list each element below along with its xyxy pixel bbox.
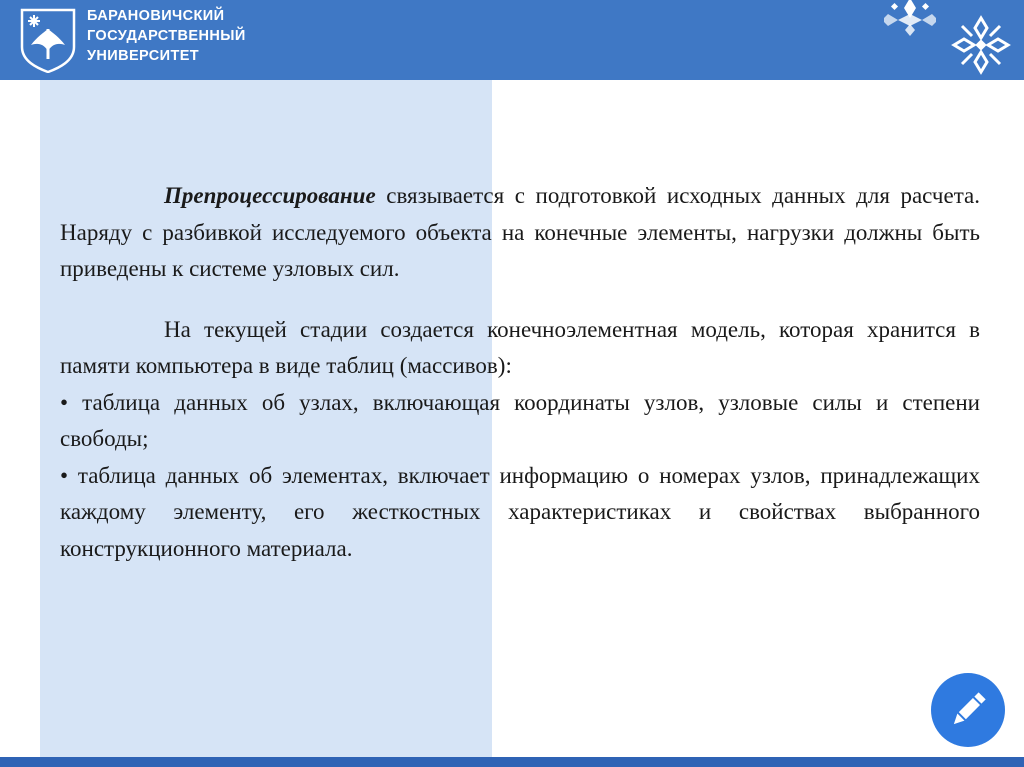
university-name-line-1: БАРАНОВИЧСКИЙ [87, 8, 225, 24]
term-preprocessing: Препроцессирование [164, 183, 376, 208]
snowflake-ornament-icon [950, 14, 1012, 76]
header-bar [0, 0, 1024, 80]
bullet-nodes: • таблица данных об узлах, включающая координаты узлов, узловые силы и степени свободы; [60, 389, 980, 451]
paragraph-model-intro [60, 312, 980, 385]
university-emblem-icon [19, 7, 77, 73]
paragraph-model-intro-text: На текущей стадии создается конечноэлементная модель, которая хранится в памяти компьютера в виде таблиц (массивов): [60, 316, 980, 378]
paragraph-preprocessing-text: связывается с подготовкой исходных данных для расчета. Наряду с разбивкой исследуемого объекта на конечные элементы, нагрузки должны быть приведены к системе узловых сил. [60, 183, 980, 281]
slide-content [60, 178, 980, 567]
bullet-elements: • таблица данных об элементах, включает информацию о номерах узлов, принадлежащих каждому элементу, его жесткостных характеристиках и свойствах выбранного конструкционного материала. [60, 462, 980, 561]
university-name-line-3: УНИВЕРСИТЕТ [87, 48, 200, 64]
footer-bar [0, 757, 1024, 767]
edit-button[interactable] [931, 673, 1005, 747]
pencil-icon [948, 690, 988, 730]
university-name [87, 6, 246, 66]
university-name-line-2: ГОСУДАРСТВЕННЫЙ [87, 28, 246, 44]
paragraph-preprocessing [60, 178, 980, 288]
snowflake-ornament-icon [884, 0, 936, 36]
